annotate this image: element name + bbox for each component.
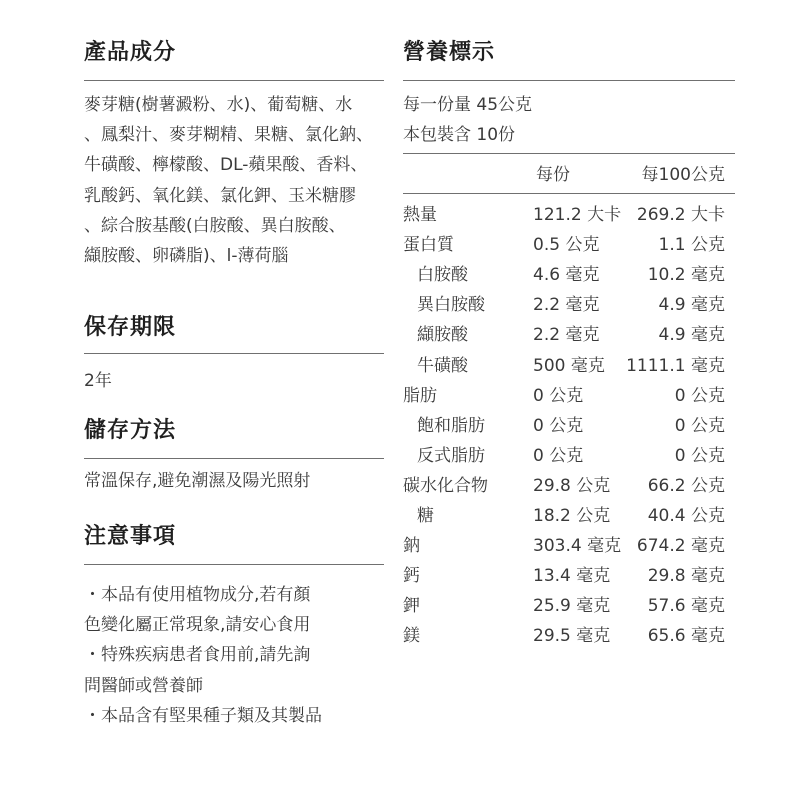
notes-heading: 注意事項 bbox=[84, 524, 177, 549]
nutrient-name: 蛋白質 bbox=[403, 235, 454, 256]
nutrient-name: 纈胺酸 bbox=[417, 325, 468, 346]
per-100g-value: 1111.1 毫克 bbox=[626, 355, 725, 376]
per-100g-value: 269.2 大卡 bbox=[636, 205, 725, 225]
ingredients-heading: 產品成分 bbox=[84, 40, 177, 65]
nutrient-name: 熱量 bbox=[403, 205, 437, 225]
per-serving-value: 0 公克 bbox=[533, 385, 584, 406]
ingredients-line: 纈胺酸、卵磷脂)、l-薄荷腦 bbox=[84, 246, 289, 267]
per-serving-value: 4.6 毫克 bbox=[533, 265, 600, 286]
nutrient-name: 鈣 bbox=[403, 566, 420, 587]
per-100g-value: 29.8 毫克 bbox=[647, 566, 725, 587]
per-100g-value: 674.2 毫克 bbox=[636, 536, 725, 557]
shelf-life-heading: 保存期限 bbox=[84, 315, 177, 340]
ingredients-line: 牛磺酸、檸檬酸、DL-蘋果酸、香料、 bbox=[84, 155, 368, 176]
storage-divider bbox=[84, 458, 384, 459]
nutrient-name: 異白胺酸 bbox=[417, 295, 485, 316]
per-100g-value: 10.2 毫克 bbox=[647, 265, 725, 286]
per-serving-value: 0 公克 bbox=[533, 445, 584, 466]
ingredients-line: 、鳳梨汁、麥芽糊精、果糖、氯化鈉、 bbox=[84, 125, 373, 146]
ingredients-line: 麥芽糖(樹薯澱粉、水)、葡萄糖、水 bbox=[84, 95, 353, 115]
per-serving-value: 0 公克 bbox=[533, 415, 584, 436]
per-100g-value: 66.2 公克 bbox=[647, 475, 725, 496]
nutrition-divider bbox=[403, 80, 735, 81]
per-serving-value: 500 毫克 bbox=[533, 355, 605, 376]
nutrition-row bbox=[403, 200, 735, 230]
nutrient-name: 鉀 bbox=[403, 596, 420, 617]
nutrition-row bbox=[403, 351, 735, 381]
ingredients-line: 、綜合胺基酸(白胺酸、異白胺酸、 bbox=[84, 215, 346, 236]
nutrient-name: 白胺酸 bbox=[417, 265, 468, 286]
nutrition-row bbox=[403, 260, 735, 290]
shelf-life-divider bbox=[84, 353, 384, 354]
per-serving-value: 303.4 毫克 bbox=[533, 536, 622, 557]
nutrition-row bbox=[403, 381, 735, 411]
column-per-100g: 每100公克 bbox=[641, 165, 725, 185]
nutrition-row bbox=[403, 411, 735, 441]
nutrient-name: 碳水化合物 bbox=[403, 475, 488, 496]
nutrient-name: 反式脂肪 bbox=[417, 445, 485, 466]
per-serving-value: 29.5 毫克 bbox=[533, 626, 611, 647]
notes-divider bbox=[84, 564, 384, 565]
shelf-life-value: 2年 bbox=[84, 371, 112, 391]
serving-info bbox=[403, 90, 532, 150]
per-serving-value: 0.5 公克 bbox=[533, 235, 600, 256]
nutrition-row bbox=[403, 320, 735, 350]
per-serving-value: 13.4 毫克 bbox=[533, 566, 611, 587]
nutrition-row bbox=[403, 441, 735, 471]
per-100g-value: 0 公克 bbox=[674, 415, 725, 436]
nutrition-row bbox=[403, 561, 735, 591]
nutrient-name: 飽和脂肪 bbox=[417, 415, 485, 436]
nutrient-name: 脂肪 bbox=[403, 385, 437, 406]
serving-size: 每一份量 45公克 bbox=[403, 95, 533, 115]
servings-per-package: 本包裝含 10份 bbox=[403, 125, 516, 146]
nutrient-name: 鎂 bbox=[403, 626, 420, 647]
ingredients-text bbox=[84, 90, 373, 271]
per-serving-value: 121.2 大卡 bbox=[533, 205, 622, 225]
nutrition-row bbox=[403, 501, 735, 531]
per-100g-value: 57.6 毫克 bbox=[647, 596, 725, 617]
notes-text bbox=[84, 580, 322, 731]
per-100g-value: 4.9 毫克 bbox=[658, 295, 725, 316]
per-serving-value: 25.9 毫克 bbox=[533, 596, 611, 617]
nutrition-row bbox=[403, 531, 735, 561]
per-serving-value: 2.2 毫克 bbox=[533, 295, 600, 316]
per-100g-value: 0 公克 bbox=[674, 385, 725, 406]
notes-line: ・特殊疾病患者食用前,請先詢 bbox=[84, 645, 311, 666]
per-serving-value: 2.2 毫克 bbox=[533, 325, 600, 346]
nutrition-row bbox=[403, 591, 735, 621]
notes-line: 問醫師或營養師 bbox=[84, 675, 203, 696]
header-divider bbox=[403, 193, 735, 194]
storage-heading: 儲存方法 bbox=[84, 418, 177, 443]
nutrient-name: 糖 bbox=[417, 506, 434, 526]
nutrition-row bbox=[403, 230, 735, 260]
notes-line: 色變化屬正常現象,請安心食用 bbox=[84, 615, 311, 636]
nutrition-row bbox=[403, 471, 735, 501]
serving-divider bbox=[403, 153, 735, 154]
notes-line: ・本品有使用植物成分,若有顏 bbox=[84, 585, 311, 605]
nutrient-name: 牛磺酸 bbox=[417, 355, 468, 376]
per-100g-value: 40.4 公克 bbox=[647, 506, 725, 526]
nutrition-heading: 營養標示 bbox=[403, 40, 496, 65]
per-serving-value: 29.8 公克 bbox=[533, 475, 611, 496]
per-100g-value: 4.9 毫克 bbox=[658, 325, 725, 346]
nutrition-row bbox=[403, 290, 735, 320]
nutrition-row bbox=[403, 621, 735, 651]
nutrient-name: 鈉 bbox=[403, 536, 420, 557]
column-per-serving: 每份 bbox=[536, 165, 570, 185]
per-serving-value: 18.2 公克 bbox=[533, 506, 611, 526]
per-100g-value: 0 公克 bbox=[674, 445, 725, 466]
ingredients-line: 乳酸鈣、氧化鎂、氯化鉀、玉米糖膠 bbox=[84, 185, 356, 206]
notes-line: ・本品含有堅果種子類及其製品 bbox=[84, 705, 322, 726]
storage-value: 常溫保存,避免潮濕及陽光照射 bbox=[84, 471, 311, 491]
per-100g-value: 1.1 公克 bbox=[658, 235, 725, 256]
per-100g-value: 65.6 毫克 bbox=[647, 626, 725, 647]
ingredients-divider bbox=[84, 80, 384, 81]
